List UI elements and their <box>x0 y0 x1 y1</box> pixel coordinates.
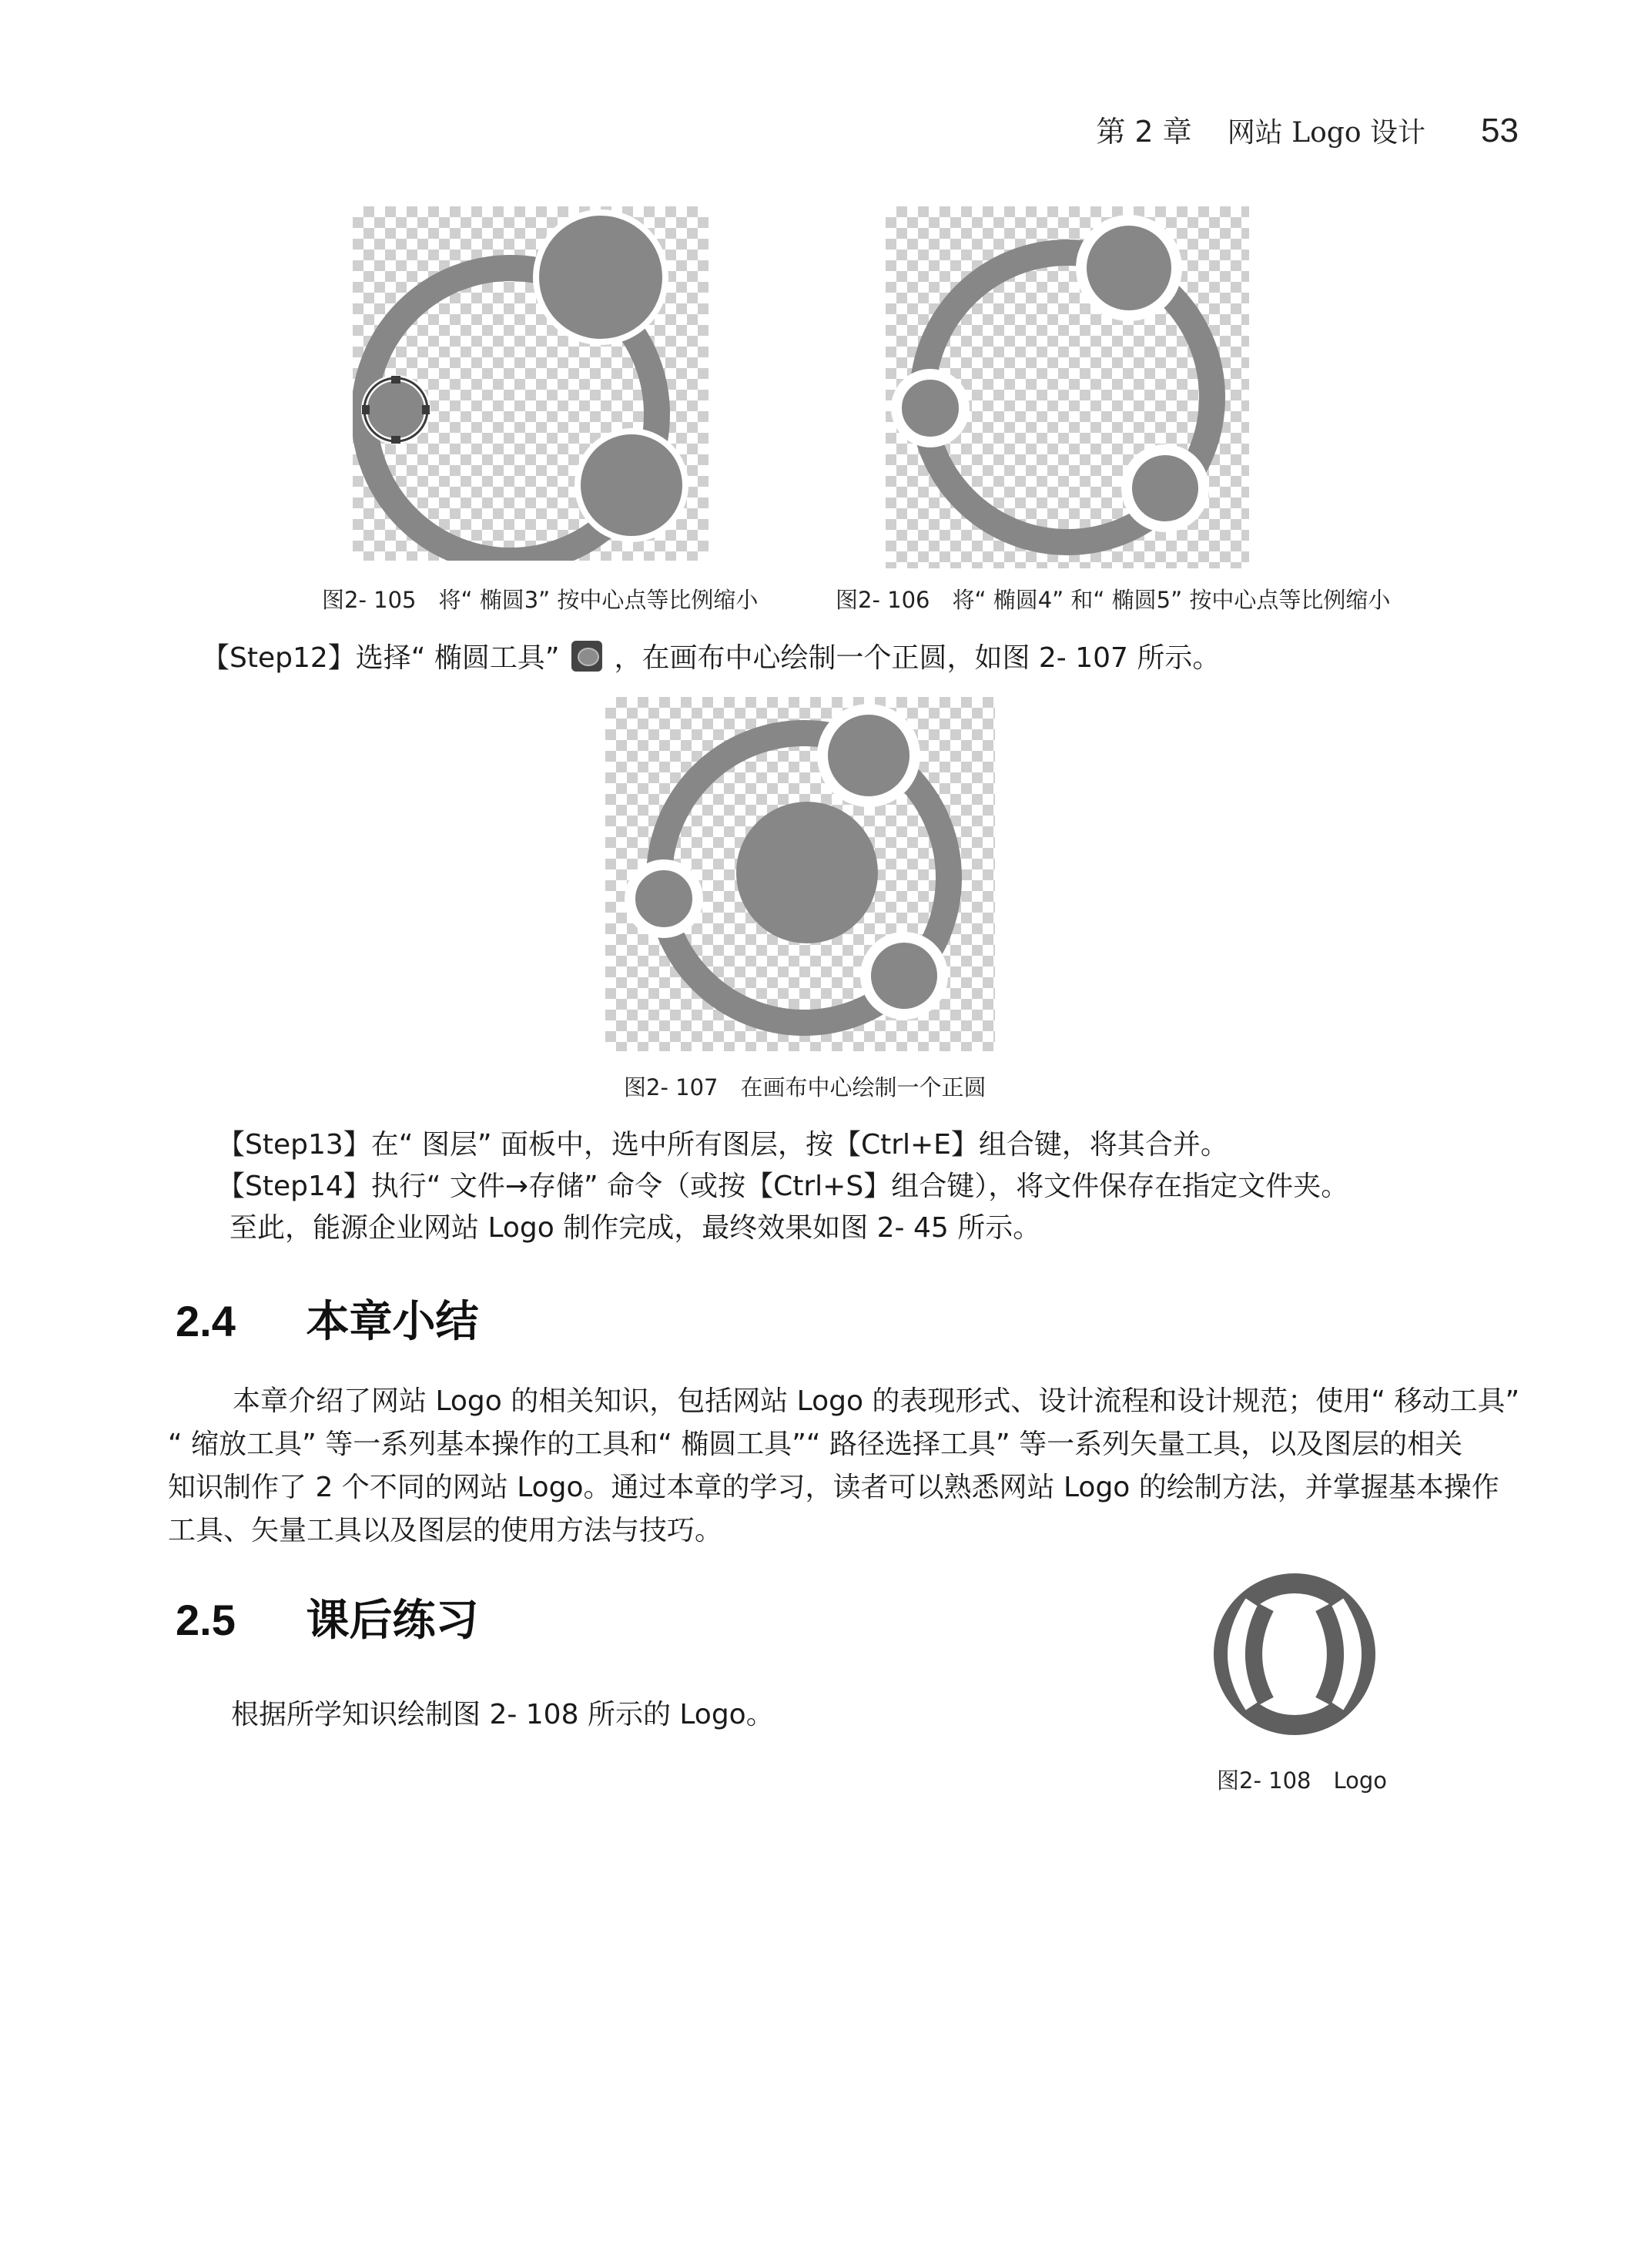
handle-left <box>362 405 370 414</box>
summary-line-3: 知识制作了 2 个不同的网站 Logo。通过本章的学习，读者可以熟悉网站 Logo 的绘制方法，并掌握基本操作 <box>168 1472 1499 1503</box>
step12-text-prefix: 【Step12】选择“ 椭圆工具” <box>202 642 560 674</box>
section-2-5-title: 课后练习 <box>306 1596 479 1646</box>
circle-bottom <box>866 937 943 1014</box>
chapter-title: 网站 Logo 设计 <box>1227 117 1425 149</box>
section-2-4-heading <box>176 1288 479 1349</box>
step12-text-suffix: ，在画布中心绘制一个正圆，如图 2- 107 所示。 <box>614 642 1221 674</box>
handle-bottom <box>391 436 400 444</box>
conclusion-paragraph: 至此，能源企业网站 Logo 制作完成，最终效果如图 2- 45 所示。 <box>229 1212 1041 1244</box>
figure-2-107-graphic <box>605 697 995 1051</box>
circle-bottom <box>1127 450 1204 527</box>
section-2-5-number: 2.5 <box>176 1596 236 1644</box>
circle-left <box>630 865 698 933</box>
summary-line-4: 工具、矢量工具以及图层的使用方法与技巧。 <box>168 1515 723 1546</box>
figure-2-106-caption: 图2- 106 将“ 椭圆4” 和“ 椭圆5” 按中心点等比例缩小 <box>836 587 1391 613</box>
large-circle-bottom <box>578 431 685 539</box>
summary-line-1: 本章介绍了网站 Logo 的相关知识，包括网站 Logo 的表现形式、设计流程和设计规范；使用“ 移动工具” <box>233 1385 1520 1417</box>
figure-2-106-image <box>886 206 1249 568</box>
logo-inner-arc-right <box>1323 1607 1335 1701</box>
figure-2-105-caption: 图2- 105 将“ 椭圆3” 按中心点等比例缩小 <box>322 587 759 613</box>
step14-paragraph: 【Step14】执行“ 文件→存储” 命令（或按【Ctrl+S】组合键），将文件保存在指定文件夹。 <box>217 1171 1349 1202</box>
ellipse-tool-icon <box>571 641 602 672</box>
figure-2-108-logo <box>1208 1567 1382 1741</box>
circle-left <box>896 374 964 442</box>
circle-top <box>822 709 915 802</box>
chapter-label: 第 2 章 <box>1096 115 1192 149</box>
running-header <box>1096 108 1519 150</box>
step12-paragraph <box>202 638 1220 679</box>
figure-2-107-image <box>605 697 995 1051</box>
page-number: 53 <box>1481 112 1519 149</box>
figure-2-107-caption: 图2- 107 在画布中心绘制一个正圆 <box>624 1074 987 1100</box>
logo-graphic <box>1208 1567 1382 1741</box>
figure-2-105-image <box>353 206 708 561</box>
section-2-4-number: 2.4 <box>176 1297 236 1345</box>
summary-line-2: “ 缩放工具” 等一系列基本操作的工具和“ 椭圆工具”“ 路径选择工具” 等一系列矢量工具，以及图层的相关 <box>168 1429 1463 1460</box>
figure-2-105-graphic <box>353 206 708 561</box>
handle-top <box>391 376 400 384</box>
logo-inner-arc-left <box>1254 1607 1266 1701</box>
handle-right <box>422 405 430 414</box>
section-2-4-body <box>168 1380 1520 1553</box>
section-2-4-title: 本章小结 <box>306 1297 479 1347</box>
large-circle-top <box>536 213 665 342</box>
figure-2-106-graphic <box>886 206 1249 568</box>
section-2-5-heading <box>176 1586 479 1648</box>
section-2-5-text: 根据所学知识绘制图 2- 108 所示的 Logo。 <box>231 1699 774 1730</box>
figure-2-108-caption: 图2- 108 Logo <box>1217 1767 1388 1794</box>
center-circle <box>736 802 878 943</box>
step13-paragraph: 【Step13】在“ 图层” 面板中，选中所有图层，按【Ctrl+E】组合键，将其合并。 <box>217 1129 1228 1161</box>
circle-top <box>1081 220 1177 316</box>
